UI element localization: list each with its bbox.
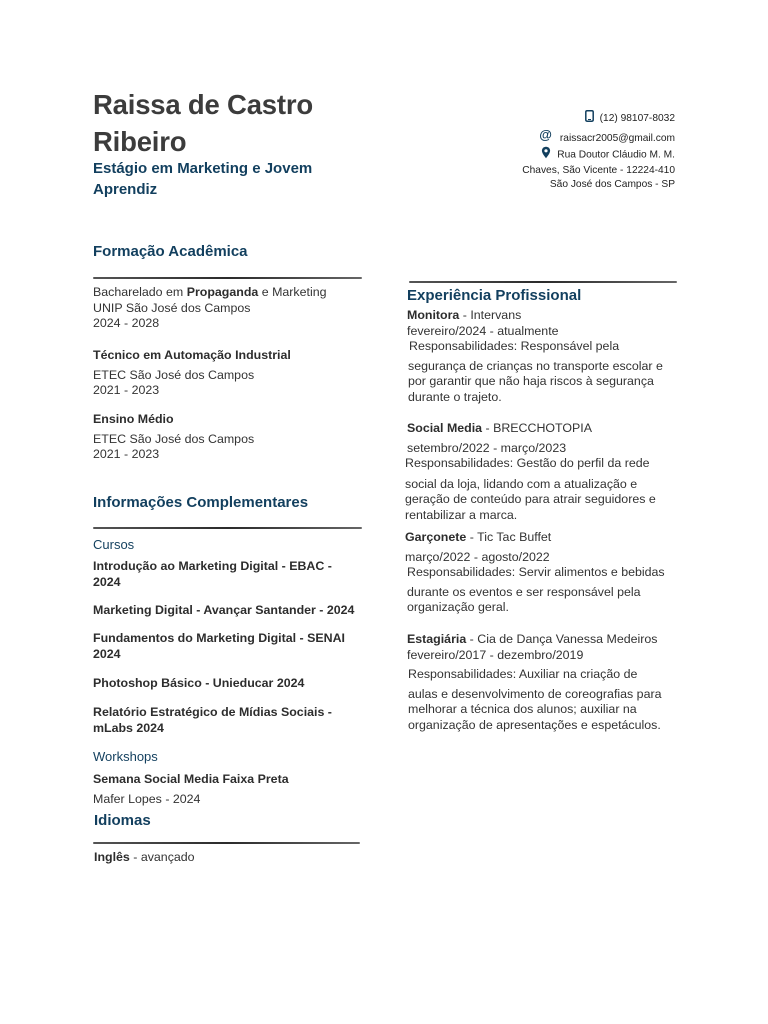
job-role: Garçonete [405, 530, 467, 544]
job-role: Monitora [407, 308, 460, 322]
email-text: raissacr2005@gmail.com [559, 133, 675, 144]
course-line: Photoshop Básico - Unieducar 2024 [93, 676, 305, 690]
course-line: 2024 [93, 646, 121, 661]
job-desc: Responsabilidades: Gestão do perfil da rede [405, 456, 650, 470]
job-company: - Tic Tac Buffet [466, 530, 552, 544]
job-item [407, 308, 687, 405]
job-desc: rentabilizar a marca. [405, 507, 518, 522]
course-item [93, 676, 363, 692]
course-item [93, 705, 363, 736]
job-period: setembro/2022 - março/2023 [407, 440, 567, 455]
course: Técnico em Automação Industrial [93, 348, 291, 362]
workshop-item [93, 772, 363, 807]
job-role: Social Media [407, 421, 483, 435]
job-period: fevereiro/2024 - atualmente [407, 323, 559, 338]
candidate-name [93, 86, 423, 160]
course-suffix: e Marketing [258, 285, 327, 299]
job-desc: Responsabilidades: Auxiliar na criação de [408, 667, 638, 681]
job-desc: organização geral. [407, 600, 509, 614]
education-item [93, 412, 393, 463]
period: 2021 - 2023 [93, 383, 160, 397]
phone-icon [585, 110, 594, 127]
role-line-1: Estágio em Marketing e Jovem [93, 160, 313, 177]
job-desc: geração de conteúdo para atrair seguidores e [405, 492, 656, 506]
school: ETEC São José dos Campos [93, 367, 255, 382]
experience-heading: Experiência Profissional [407, 287, 582, 304]
complementary-divider [93, 527, 362, 529]
job-item [407, 421, 687, 523]
job-company: - BRECCHOTOPIA [482, 421, 592, 435]
course-line: Marketing Digital - Avançar Santander - 2024 [93, 603, 355, 617]
course-line: Introdução ao Marketing Digital - EBAC - [93, 559, 332, 573]
school: UNIP São José dos Campos [93, 300, 251, 315]
course-prefix: Bacharelado em [93, 285, 187, 299]
job-period: março/2022 - agosto/2022 [405, 549, 550, 564]
course-line: Fundamentos do Marketing Digital - SENAI [93, 631, 345, 645]
education-heading: Formação Acadêmica [93, 243, 248, 260]
job-company: - Intervans [459, 308, 522, 322]
job-period: fevereiro/2017 - dezembro/2019 [407, 647, 584, 662]
course-item [93, 603, 393, 619]
language-item [94, 850, 195, 866]
job-item [405, 530, 687, 616]
target-role [93, 158, 393, 200]
languages-divider [93, 842, 360, 844]
location-pin-icon [541, 146, 551, 164]
workshops-label: Workshops [93, 749, 158, 764]
courses-label: Cursos [93, 537, 135, 552]
job-desc: organização de apresentações e espetáculos. [408, 717, 661, 732]
language-level: - avançado [129, 850, 195, 864]
job-desc: aulas e desenvolvimento de coreografias para [408, 686, 662, 701]
phone-text: (12) 98107-8032 [599, 113, 675, 125]
address-line-2: Chaves, São Vicente - 12224-410 [522, 165, 675, 176]
contact-address [522, 146, 675, 192]
job-desc: durante os eventos e ser responsável pela [407, 584, 641, 599]
course-line: mLabs 2024 [93, 720, 164, 735]
complementary-heading: Informações Complementares [93, 494, 309, 511]
job-role: Estagiária [407, 632, 467, 646]
school: ETEC São José dos Campos [93, 431, 255, 446]
job-desc: Responsabilidades: Responsável pela [409, 339, 620, 353]
at-icon: @ [539, 127, 552, 142]
course-item [93, 631, 363, 662]
job-desc: por garantir que não haja riscos à segurança [408, 374, 654, 388]
education-item [93, 348, 393, 399]
job-desc: durante o trajeto. [408, 389, 502, 404]
job-desc: Responsabilidades: Servir alimentos e bebidas [407, 565, 665, 579]
course: Ensino Médio [93, 412, 174, 426]
job-desc: melhorar a técnica dos alunos; auxiliar na [408, 702, 637, 716]
languages-heading: Idiomas [94, 812, 151, 829]
course-item [93, 559, 353, 590]
education-divider [93, 277, 362, 279]
name-line-1: Raissa de Castro [93, 89, 313, 120]
name-line-2: Ribeiro [93, 126, 187, 157]
language-name: Inglês [94, 850, 130, 864]
job-company: - Cia de Dança Vanessa Medeiros [466, 632, 658, 646]
workshop-title: Semana Social Media Faixa Preta [93, 772, 289, 786]
course-line: Relatório Estratégico de Mídias Sociais - [93, 705, 332, 719]
address-line-1: Rua Doutor Cláudio M. M. [557, 149, 675, 161]
job-item [407, 632, 687, 733]
period: 2021 - 2023 [93, 447, 160, 461]
course-line: 2024 [93, 574, 121, 589]
education-item [93, 285, 393, 332]
address-line-3: São José dos Campos - SP [549, 179, 675, 190]
role-line-2: Aprendiz [93, 181, 158, 198]
period: 2024 - 2028 [93, 316, 160, 330]
workshop-detail: Mafer Lopes - 2024 [93, 791, 201, 806]
course-bold: Propaganda [186, 285, 259, 299]
contact-phone [585, 110, 675, 127]
job-desc: social da loja, lidando com a atualização e [405, 476, 638, 491]
experience-divider [409, 281, 677, 283]
contact-email [539, 128, 675, 146]
job-desc: segurança de crianças no transporte escolar e [408, 358, 663, 373]
